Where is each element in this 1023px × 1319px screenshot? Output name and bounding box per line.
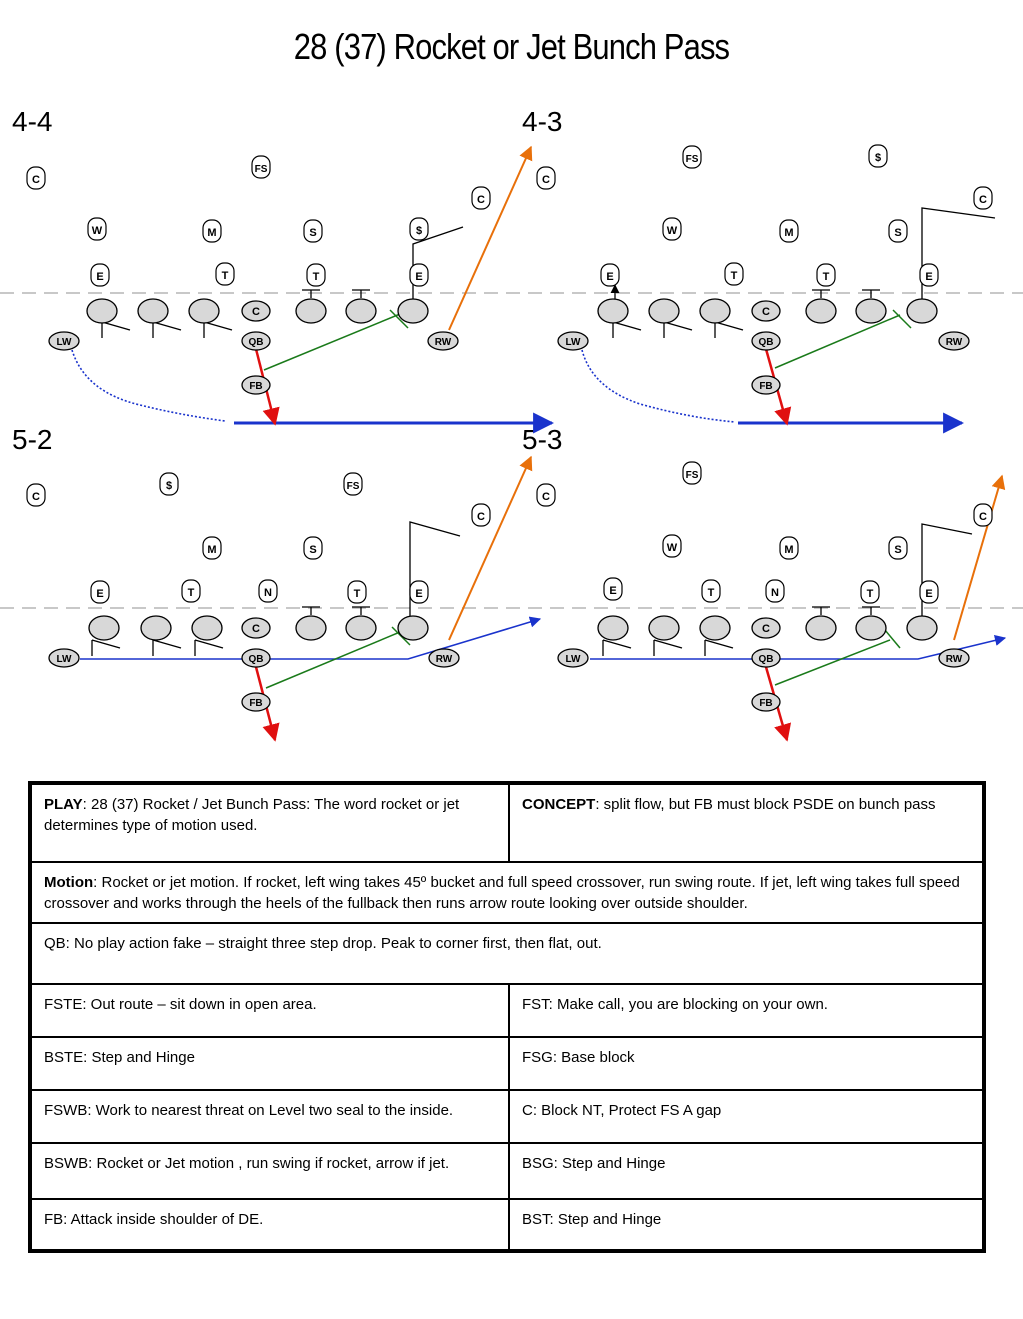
svg-text:$: $ [874,152,882,164]
svg-text:T: T [353,588,361,600]
svg-text:M: M [784,544,794,556]
svg-text:FB: FB [759,381,773,392]
svg-text:W: W [91,225,103,237]
svg-text:C: C [762,306,770,318]
assignment-left: FB: Attack inside shoulder of DE. [32,1200,510,1249]
svg-text:$: $ [165,480,173,492]
svg-text:LW: LW [56,654,72,665]
svg-text:S: S [309,227,317,239]
diagram-label-44: 4-4 [12,106,53,137]
svg-text:M: M [784,227,794,239]
svg-text:T: T [866,588,874,600]
qb-throw-line [775,315,900,368]
rw-corner-route [449,457,531,640]
svg-text:RW: RW [945,654,963,665]
svg-text:QB: QB [248,654,264,665]
svg-text:C: C [32,491,40,503]
left-tackle [87,299,117,323]
svg-text:$: $ [415,225,423,237]
assignment-left: BSTE: Step and Hinge [32,1038,510,1089]
svg-text:S: S [309,544,317,556]
svg-text:C: C [762,623,770,635]
motion-cell: Motion: Rocket or jet motion. If rocket, left wing takes 45º bucket and full speed crossover, run swing route. If jet, left wing takes full speed crossover and works through the heels of the fullback then runs arrow route looking over outside shoulder. [44,874,960,912]
svg-text:E: E [925,588,933,600]
qb-throw-line [266,632,400,688]
diagram-52 [27,457,540,740]
right-guard [296,299,326,323]
svg-text:C: C [979,511,987,523]
svg-text:T: T [312,271,320,283]
qb-throw-line [775,640,890,685]
svg-text:QB: QB [758,337,774,348]
diagram-label-43: 4-3 [522,106,563,137]
svg-text:C: C [252,623,260,635]
svg-text:S: S [894,227,902,239]
table-row [32,1144,982,1200]
assignment-right: C: Block NT, Protect FS A gap [522,1102,722,1119]
svg-text:M: M [207,544,217,556]
assignment-left: FSTE: Out route – sit down in open area. [32,985,510,1036]
tight-end [398,299,428,323]
page-title: 28 (37) Rocket or Jet Bunch Pass [293,26,730,67]
svg-text:T: T [187,587,195,599]
svg-text:C: C [542,174,550,186]
svg-text:W: W [666,225,678,237]
svg-text:C: C [477,194,485,206]
rw-corner-route [954,476,1002,640]
svg-text:FS: FS [346,481,360,492]
qb-throw-line [264,314,400,370]
qb-label: QB [248,337,264,348]
center-label: C [252,306,260,318]
assignment-left: FSWB: Work to nearest threat on Level two seal to the inside. [32,1091,510,1142]
defenders-53 [537,462,992,603]
defenders-52 [27,473,490,603]
svg-text:QB: QB [758,654,774,665]
table-row-motion [32,863,982,924]
lw-motion-dotted [72,350,225,421]
diagram-43 [537,145,995,424]
right-tackle [346,299,376,323]
svg-text:LW: LW [565,654,581,665]
svg-text:T: T [221,270,229,282]
table-row [32,1038,982,1091]
diagram-label-53: 5-3 [522,424,563,455]
svg-text:E: E [96,588,104,600]
svg-text:FB: FB [249,698,263,709]
svg-text:E: E [606,271,614,283]
defenders-44 [27,156,490,286]
svg-text:E: E [415,271,423,283]
table-row-play [32,785,982,863]
svg-text:E: E [925,271,933,283]
lw-label: LW [56,337,72,348]
svg-text:C: C [32,174,40,186]
svg-text:E: E [415,588,423,600]
diagram-label-52: 5-2 [12,424,53,455]
concept-cell: CONCEPT: split flow, but FB must block PSDE on bunch pass [522,796,936,813]
defenders-43 [537,145,992,286]
play-assignment-table [28,781,986,1253]
svg-text:E: E [609,585,617,597]
te-out-route [922,208,995,300]
lw-motion-dotted [582,350,735,422]
diagram-44 [27,147,552,424]
assignment-right: FST: Make call, you are blocking on your own. [522,996,828,1013]
svg-text:W: W [666,542,678,554]
svg-text:RW: RW [945,337,963,348]
svg-text:C: C [979,194,987,206]
table-row-qb [32,924,982,985]
svg-text:T: T [707,587,715,599]
fb-label: FB [249,381,263,392]
svg-text:RW: RW [435,654,453,665]
svg-text:S: S [894,544,902,556]
assignment-right: FSG: Base block [522,1049,635,1066]
diagram-53 [537,462,1005,740]
svg-text:FS: FS [254,164,268,175]
svg-text:N: N [771,587,779,599]
svg-text:C: C [542,491,550,503]
svg-text:FS: FS [685,154,699,165]
qb-cell: QB: No play action fake – straight three step drop. Peak to corner first, then flat, out. [44,935,602,952]
svg-text:T: T [822,271,830,283]
svg-text:N: N [264,587,272,599]
svg-text:M: M [207,227,217,239]
left-guard [138,299,168,323]
svg-text:T: T [730,270,738,282]
rw-label: RW [434,337,452,348]
svg-text:LW: LW [565,337,581,348]
svg-text:FB: FB [759,698,773,709]
table-row [32,1200,982,1249]
left-end [189,299,219,323]
table-row [32,1091,982,1144]
svg-text:C: C [477,511,485,523]
svg-text:E: E [96,271,104,283]
table-row [32,985,982,1038]
assignment-left: BSWB: Rocket or Jet motion , run swing if rocket, arrow if jet. [32,1144,510,1198]
svg-text:FS: FS [685,470,699,481]
play-cell: PLAY: 28 (37) Rocket / Jet Bunch Pass: The word rocket or jet determines type of motion used. [32,785,510,861]
rw-corner-route [449,147,531,330]
assignment-right: BSG: Step and Hinge [522,1155,666,1172]
assignment-right: BST: Step and Hinge [522,1211,662,1228]
